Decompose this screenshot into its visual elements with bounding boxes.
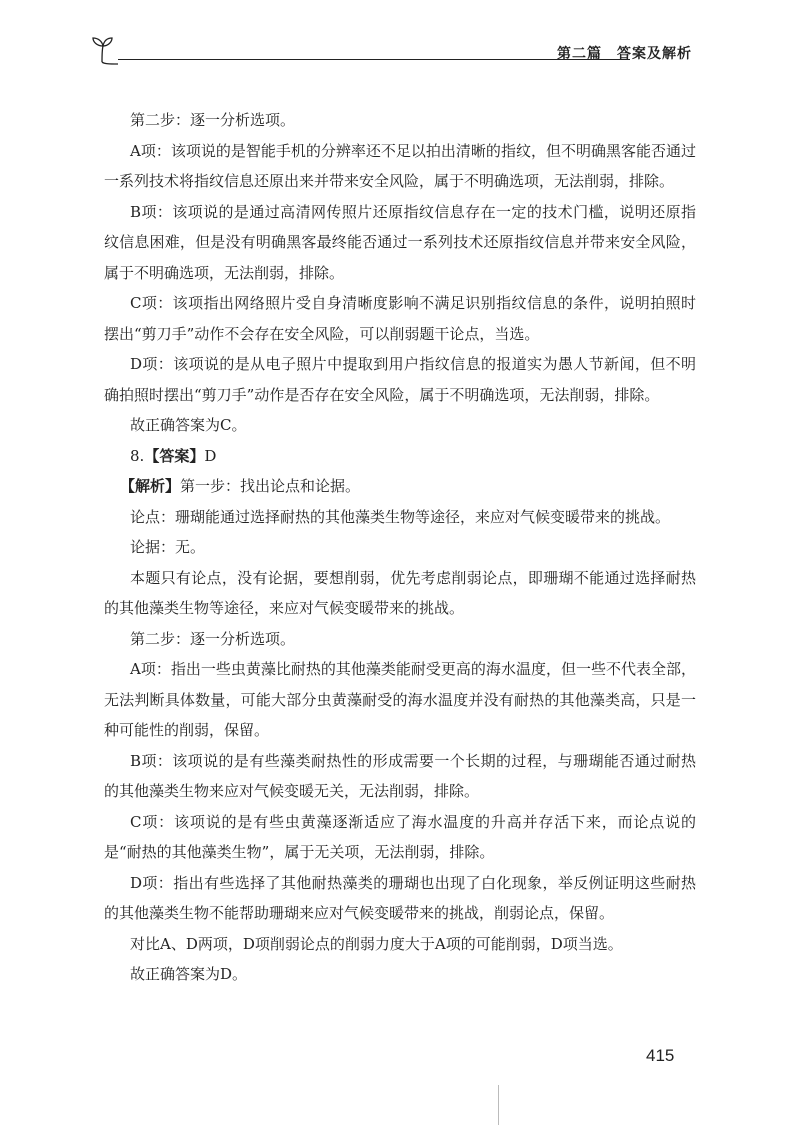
question-number: 8. bbox=[130, 446, 145, 465]
paragraph: A项：该项说的是智能手机的分辨率还不足以拍出清晰的指纹，但不明确黑客能否通过一系列技术将指纹信息还原出来并带来安全风险，属于不明确选项，无法削弱，排除。 bbox=[104, 141, 696, 190]
paragraph: B项：该项说的是通过高清网传照片还原指纹信息存在一定的技术门槛，说明还原指纹信息困难，但是没有明确黑客最终能否通过一系列技术还原指纹信息并带来安全风险，属于不明确选项，无法削弱，排除。 bbox=[104, 202, 696, 282]
paragraph: 本题只有论点，没有论据，要想削弱，优先考虑削弱论点，即珊瑚不能通过选择耐热的其他藻类生物等途径，来应对气候变暖带来的挑战。 bbox=[104, 568, 696, 617]
paragraph: 第二步：逐一分析选项。 bbox=[130, 111, 296, 129]
answer-label: 【答案】 bbox=[144, 446, 205, 465]
paragraph: 第二步：逐一分析选项。 bbox=[130, 629, 296, 648]
paragraph: 故正确答案为C。 bbox=[130, 416, 247, 434]
analysis-step: 第一步：找出论点和论据。 bbox=[180, 477, 361, 495]
paragraph: C项：该项指出网络照片受自身清晰度影响不满足识别指纹信息的条件，说明拍照时摆出“剪刀手”动作不会存在安全风险，可以削弱题干论点，当选。 bbox=[104, 294, 696, 343]
analysis-label: 【解析】 bbox=[120, 477, 181, 495]
paragraph: A项：指出一些虫黄藻比耐热的其他藻类能耐受更高的海水温度，但一些不代表全部，无法判断具体数量，可能大部分虫黄藻耐受的海水温度并没有耐热的其他藻类高，只是一种可能性的削弱，保留。 bbox=[104, 660, 696, 739]
paragraph: 故正确答案为D。 bbox=[130, 965, 248, 983]
answer-value: D bbox=[204, 446, 217, 465]
paragraph: C项：该项说的是有些虫黄藻逐渐适应了海水温度的升高并存活下来，而论点说的是“耐热的其他藻类生物”，属于无关项，无法削弱，排除。 bbox=[104, 812, 696, 861]
paragraph: 论据：无。 bbox=[130, 538, 206, 556]
page-header bbox=[90, 34, 700, 68]
analysis-line bbox=[104, 471, 696, 502]
page-number: 415 bbox=[646, 1046, 675, 1065]
paragraph: 论点：珊瑚能通过选择耐热的其他藻类生物等途径，来应对气候变暖带来的挑战。 bbox=[130, 507, 671, 526]
section-title: 第二篇 答案及解析 bbox=[557, 46, 692, 62]
paragraph: D项：该项说的是从电子照片中提取到用户指纹信息的报道实为愚人节新闻，但不明确拍照时摆出“剪刀手”动作是否存在安全风险，属于不明确选项，无法削弱，排除。 bbox=[104, 355, 696, 404]
sprout-icon bbox=[90, 34, 124, 66]
scan-edge-mark bbox=[498, 1085, 499, 1125]
page-body bbox=[104, 105, 696, 990]
paragraph: D项：指出有些选择了其他耐热藻类的珊瑚也出现了白化现象，举反例证明这些耐热的其他藻类生物不能帮助珊瑚来应对气候变暖带来的挑战，削弱论点，保留。 bbox=[104, 873, 696, 922]
answer-line bbox=[104, 441, 696, 472]
paragraph: B项：该项说的是有些藻类耐热性的形成需要一个长期的过程，与珊瑚能否通过耐热的其他藻类生物来应对气候变暖无关，无法削弱，排除。 bbox=[104, 751, 696, 800]
paragraph: 对比A、D两项，D项削弱论点的削弱力度大于A项的可能削弱，D项当选。 bbox=[130, 934, 623, 953]
header-rule bbox=[118, 59, 630, 60]
